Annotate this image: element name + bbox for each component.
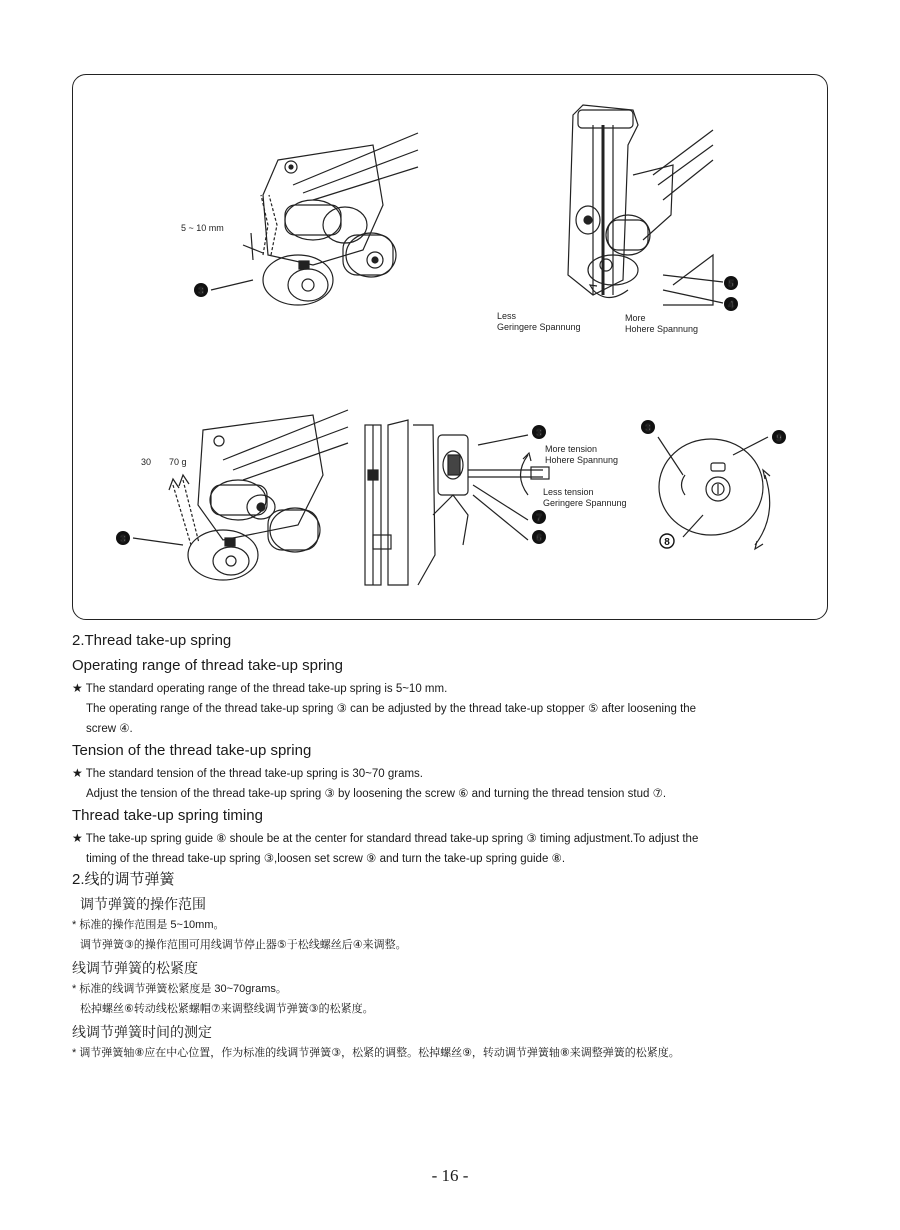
figure-spring-guide: [641, 420, 786, 549]
callout-3: 3: [198, 286, 204, 297]
more-label-de: Hohere Spannung: [625, 324, 699, 334]
heading-operating-range: Operating range of thread take-up spring: [72, 657, 344, 674]
range-standard: [72, 678, 812, 699]
less-label-de: Geringere Spannung: [497, 322, 581, 332]
more-tension-label: More tension: [545, 444, 598, 454]
more-tension-label-de: Hohere Spannung: [545, 455, 619, 465]
timing-cn-1: [72, 1043, 812, 1063]
callout-8: 8: [664, 537, 670, 548]
callout-6: 6: [536, 533, 542, 544]
range-cn-1: [72, 915, 812, 935]
callout-9: 9: [776, 433, 782, 444]
callout-3-stud: 3: [536, 428, 542, 439]
heading-timing: Thread take-up spring timing: [72, 807, 263, 824]
heading-tension: Tension of the thread take-up spring: [72, 742, 312, 759]
star-icon: ★: [72, 681, 83, 695]
heading-tension-cn: 线调节弹簧的松紧度: [72, 960, 198, 976]
bullet-dot: *: [72, 919, 77, 931]
range-label: 5 ~ 10 mm: [181, 223, 224, 233]
bullet-dot: *: [72, 1047, 77, 1059]
heading-range-cn: 调节弹簧的操作范围: [80, 896, 206, 912]
tension-cn-line-1: 标准的线调节弹簧松紧度是 30~70grams。: [79, 983, 287, 995]
tension-cn-1: [72, 979, 812, 999]
section-title-en: 2.Thread take-up spring: [72, 632, 232, 649]
range-line-1: The standard operating range of the thread take-up spring is 5~10 mm.: [85, 683, 448, 695]
more-label: More: [625, 313, 646, 323]
figure-operating-range: [181, 133, 418, 305]
range-cn-line-1: 标准的操作范围是 5~10mm。: [79, 919, 225, 931]
heading-timing-cn: 线调节弹簧时间的测定: [72, 1024, 212, 1040]
tension-standard: [72, 763, 812, 784]
range-adjust: The operating range of the thread take-up spring ③ can be adjusted by the thread take-up stopper ⑤ after loosening the: [86, 703, 697, 715]
callout-7: 7: [536, 513, 542, 524]
timing-standard: [72, 828, 812, 849]
less-tension-label-de: Geringere Spannung: [543, 498, 627, 508]
range-cn-2: 调节弹簧③的操作范围可用线调节停止器⑤于松线螺丝后④来调整。: [80, 939, 407, 951]
tension-cn-2: 松掉螺丝⑥转动线松紧螺帽⑦来调整线调节弹簧③的松紧度。: [80, 1003, 374, 1015]
star-icon: ★: [72, 766, 83, 780]
timing-cn-line-1: 调节弹簧轴⑧应在中心位置，作为标准的线调节弹簧③，松紧的调整。松掉螺丝⑨，转动调节弹簧轴⑧来调整弹簧的松紧度。: [79, 1047, 680, 1059]
tension-low-label: 30: [141, 457, 152, 467]
figure-tension-stud: [365, 420, 627, 585]
tension-adjust: Adjust the tension of the thread take-up spring ③ by loosening the screw ⑥ and turning the thread tension stud ⑦.: [86, 788, 667, 800]
timing-line-1: The take-up spring guide ⑧ shoule be at the center for standard thread take-up spring ③ timing adjustment.To adjust the: [85, 833, 699, 845]
figure-spring-tension: [116, 410, 348, 580]
figure-stopper-adjustment: [497, 105, 738, 334]
instructions-text: [72, 632, 812, 1063]
page-number: - 16 -: [431, 1166, 469, 1185]
section-title-cn: 2.线的调节弹簧: [72, 871, 175, 888]
callout-3-tension: 3: [120, 534, 126, 545]
callout-4: 4: [728, 300, 734, 311]
timing-adjust: timing of the thread take-up spring ③,loosen set screw ⑨ and turn the take-up spring guide ⑧.: [86, 853, 566, 865]
callout-5: 5: [728, 279, 734, 290]
bullet-dot: *: [72, 983, 77, 995]
less-label: Less: [497, 311, 517, 321]
illustration-panel: [72, 74, 828, 620]
tension-line-1: The standard tension of the thread take-up spring is 30~70 grams.: [85, 768, 423, 780]
tension-high-label: 70 g: [169, 457, 187, 467]
star-icon: ★: [72, 831, 83, 845]
illustrations-svg: [73, 75, 829, 621]
less-tension-label: Less tension: [543, 487, 594, 497]
range-adjust-cont: screw ④.: [86, 723, 133, 735]
callout-3-guide: 3: [645, 423, 651, 434]
